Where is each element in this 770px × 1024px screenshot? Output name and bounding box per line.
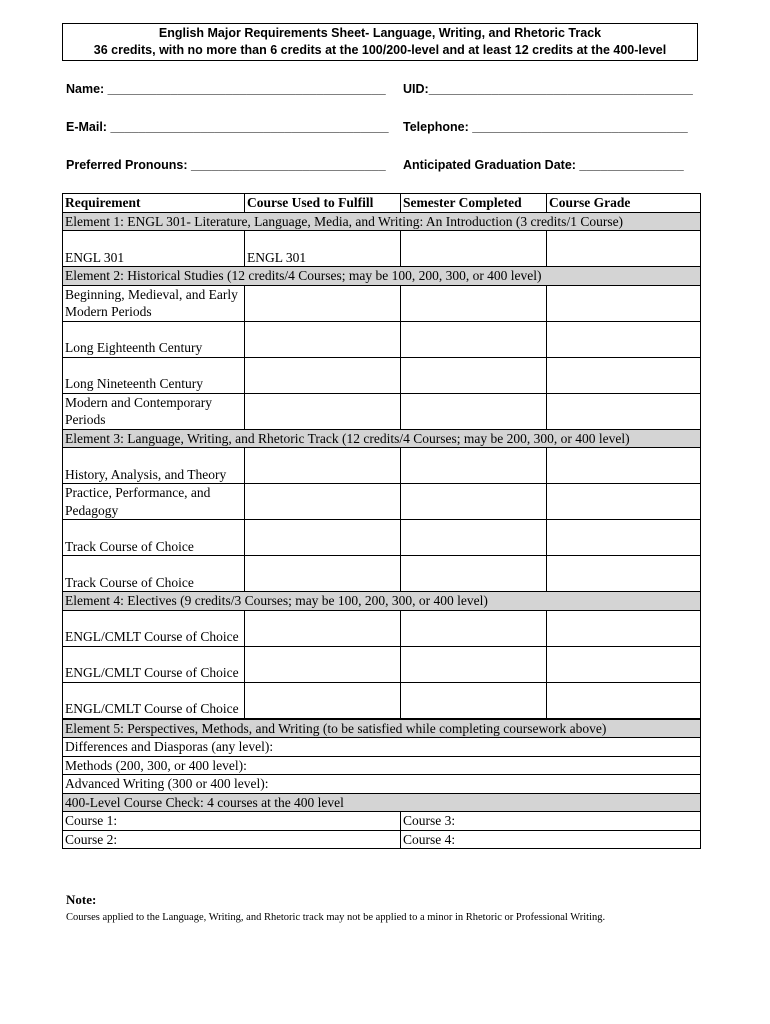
grade-cell[interactable] — [547, 646, 701, 682]
table-row — [63, 321, 701, 357]
semester-cell[interactable] — [401, 520, 547, 556]
requirement-cell: ENGL/CMLT Course of Choice — [63, 610, 245, 646]
requirements-table — [62, 193, 701, 849]
course-cell[interactable]: ENGL 301 — [245, 231, 401, 267]
grade-cell[interactable] — [547, 556, 701, 592]
element3-label: Element 3: Language, Writing, and Rhetoric Track (12 credits/4 Courses; may be 200, 300, or 400 level) — [63, 429, 701, 448]
semester-cell[interactable] — [401, 285, 547, 321]
requirement-cell: Long Eighteenth Century — [63, 321, 245, 357]
course-1-cell[interactable]: Course 1: — [63, 812, 401, 831]
course-cell[interactable] — [245, 682, 401, 719]
table-row — [63, 682, 701, 719]
course-4-cell[interactable]: Course 4: — [401, 830, 701, 849]
course-cell[interactable] — [245, 357, 401, 393]
table-row — [63, 646, 701, 682]
grade-cell[interactable] — [547, 448, 701, 484]
element3-section — [63, 429, 701, 448]
table-header-row — [63, 194, 701, 213]
requirement-cell: ENGL/CMLT Course of Choice — [63, 682, 245, 719]
requirement-cell: History, Analysis, and Theory — [63, 448, 245, 484]
semester-cell[interactable] — [401, 448, 547, 484]
semester-cell[interactable] — [401, 393, 547, 429]
semester-cell[interactable] — [401, 484, 547, 520]
element5-section — [63, 719, 701, 738]
course-cell[interactable] — [245, 393, 401, 429]
title-box — [62, 23, 698, 61]
course-3-cell[interactable]: Course 3: — [401, 812, 701, 831]
element5-label: Element 5: Perspectives, Methods, and Writing (to be satisfied while completing coursework above) — [63, 719, 701, 738]
telephone-field[interactable]: Telephone: _______________________________ — [403, 120, 688, 134]
semester-cell[interactable] — [401, 610, 547, 646]
email-field[interactable]: E-Mail: ________________________________________ — [66, 120, 389, 134]
course-check-label: 400-Level Course Check: 4 courses at the 400 level — [63, 793, 701, 812]
grade-cell[interactable] — [547, 484, 701, 520]
title-line-1: English Major Requirements Sheet- Language, Writing, and Rhetoric Track — [158, 26, 602, 40]
course-cell[interactable] — [245, 556, 401, 592]
table-row — [63, 393, 701, 429]
requirement-cell: Beginning, Medieval, and Early Modern Periods — [63, 285, 245, 321]
grade-cell[interactable] — [547, 321, 701, 357]
course-2-cell[interactable]: Course 2: — [63, 830, 401, 849]
header-grade: Course Grade — [547, 194, 701, 213]
grade-cell[interactable] — [547, 285, 701, 321]
semester-cell[interactable] — [401, 231, 547, 267]
requirement-cell: ENGL 301 — [63, 231, 245, 267]
element4-section — [63, 592, 701, 611]
requirement-cell: Modern and Contemporary Periods — [63, 393, 245, 429]
course-cell[interactable] — [245, 285, 401, 321]
table-row — [63, 357, 701, 393]
element1-label: Element 1: ENGL 301- Literature, Language, Media, and Writing: An Introduction (3 credits/1 Course) — [63, 212, 701, 231]
table-row — [63, 556, 701, 592]
requirement-cell: Track Course of Choice — [63, 556, 245, 592]
note-text: Courses applied to the Language, Writing, and Rhetoric track may not be applied to a minor in Rhetoric or Professional Writing. — [66, 912, 606, 923]
semester-cell[interactable] — [401, 646, 547, 682]
semester-cell[interactable] — [401, 357, 547, 393]
uid-field[interactable]: UID:______________________________________ — [403, 82, 693, 96]
element1-section — [63, 212, 701, 231]
element4-label: Element 4: Electives (9 credits/3 Courses; may be 100, 200, 300, or 400 level) — [63, 592, 701, 611]
name-field[interactable]: Name: ________________________________________ — [66, 82, 386, 96]
course-cell[interactable] — [245, 610, 401, 646]
title-line-2: 36 credits, with no more than 6 credits at the 100/200-level and at least 12 credits at the 400-level — [93, 43, 667, 57]
course-cell[interactable] — [245, 484, 401, 520]
table-row — [63, 610, 701, 646]
header-semester: Semester Completed — [401, 194, 547, 213]
table-row — [63, 520, 701, 556]
table-row — [63, 775, 701, 794]
requirement-cell: ENGL/CMLT Course of Choice — [63, 646, 245, 682]
table-row — [63, 756, 701, 775]
graduation-date-field[interactable]: Anticipated Graduation Date: _______________ — [403, 158, 684, 172]
semester-cell[interactable] — [401, 682, 547, 719]
grade-cell[interactable] — [547, 610, 701, 646]
course-check-section — [63, 793, 701, 812]
grade-cell[interactable] — [547, 682, 701, 719]
table-row — [63, 738, 701, 757]
table-row — [63, 231, 701, 267]
element2-section — [63, 267, 701, 286]
header-requirement: Requirement — [63, 194, 245, 213]
course-cell[interactable] — [245, 520, 401, 556]
requirement-cell: Long Nineteenth Century — [63, 357, 245, 393]
table-row — [63, 830, 701, 849]
element2-label: Element 2: Historical Studies (12 credits/4 Courses; may be 100, 200, 300, or 400 level) — [63, 267, 701, 286]
advanced-writing-cell[interactable]: Advanced Writing (300 or 400 level): — [63, 775, 701, 794]
requirement-cell: Track Course of Choice — [63, 520, 245, 556]
table-row — [63, 448, 701, 484]
course-cell[interactable] — [245, 321, 401, 357]
methods-cell[interactable]: Methods (200, 300, or 400 level): — [63, 756, 701, 775]
pronouns-field[interactable]: Preferred Pronouns: ____________________________ — [66, 158, 386, 172]
course-cell[interactable] — [245, 646, 401, 682]
course-cell[interactable] — [245, 448, 401, 484]
grade-cell[interactable] — [547, 520, 701, 556]
grade-cell[interactable] — [547, 393, 701, 429]
grade-cell[interactable] — [547, 357, 701, 393]
differences-diasporas-cell[interactable]: Differences and Diasporas (any level): — [63, 738, 701, 757]
grade-cell[interactable] — [547, 231, 701, 267]
table-row — [63, 812, 701, 831]
requirement-cell: Practice, Performance, and Pedagogy — [63, 484, 245, 520]
note-label: Note: — [66, 892, 97, 907]
header-course-used: Course Used to Fulfill — [245, 194, 401, 213]
semester-cell[interactable] — [401, 321, 547, 357]
semester-cell[interactable] — [401, 556, 547, 592]
table-row — [63, 484, 701, 520]
table-row — [63, 285, 701, 321]
